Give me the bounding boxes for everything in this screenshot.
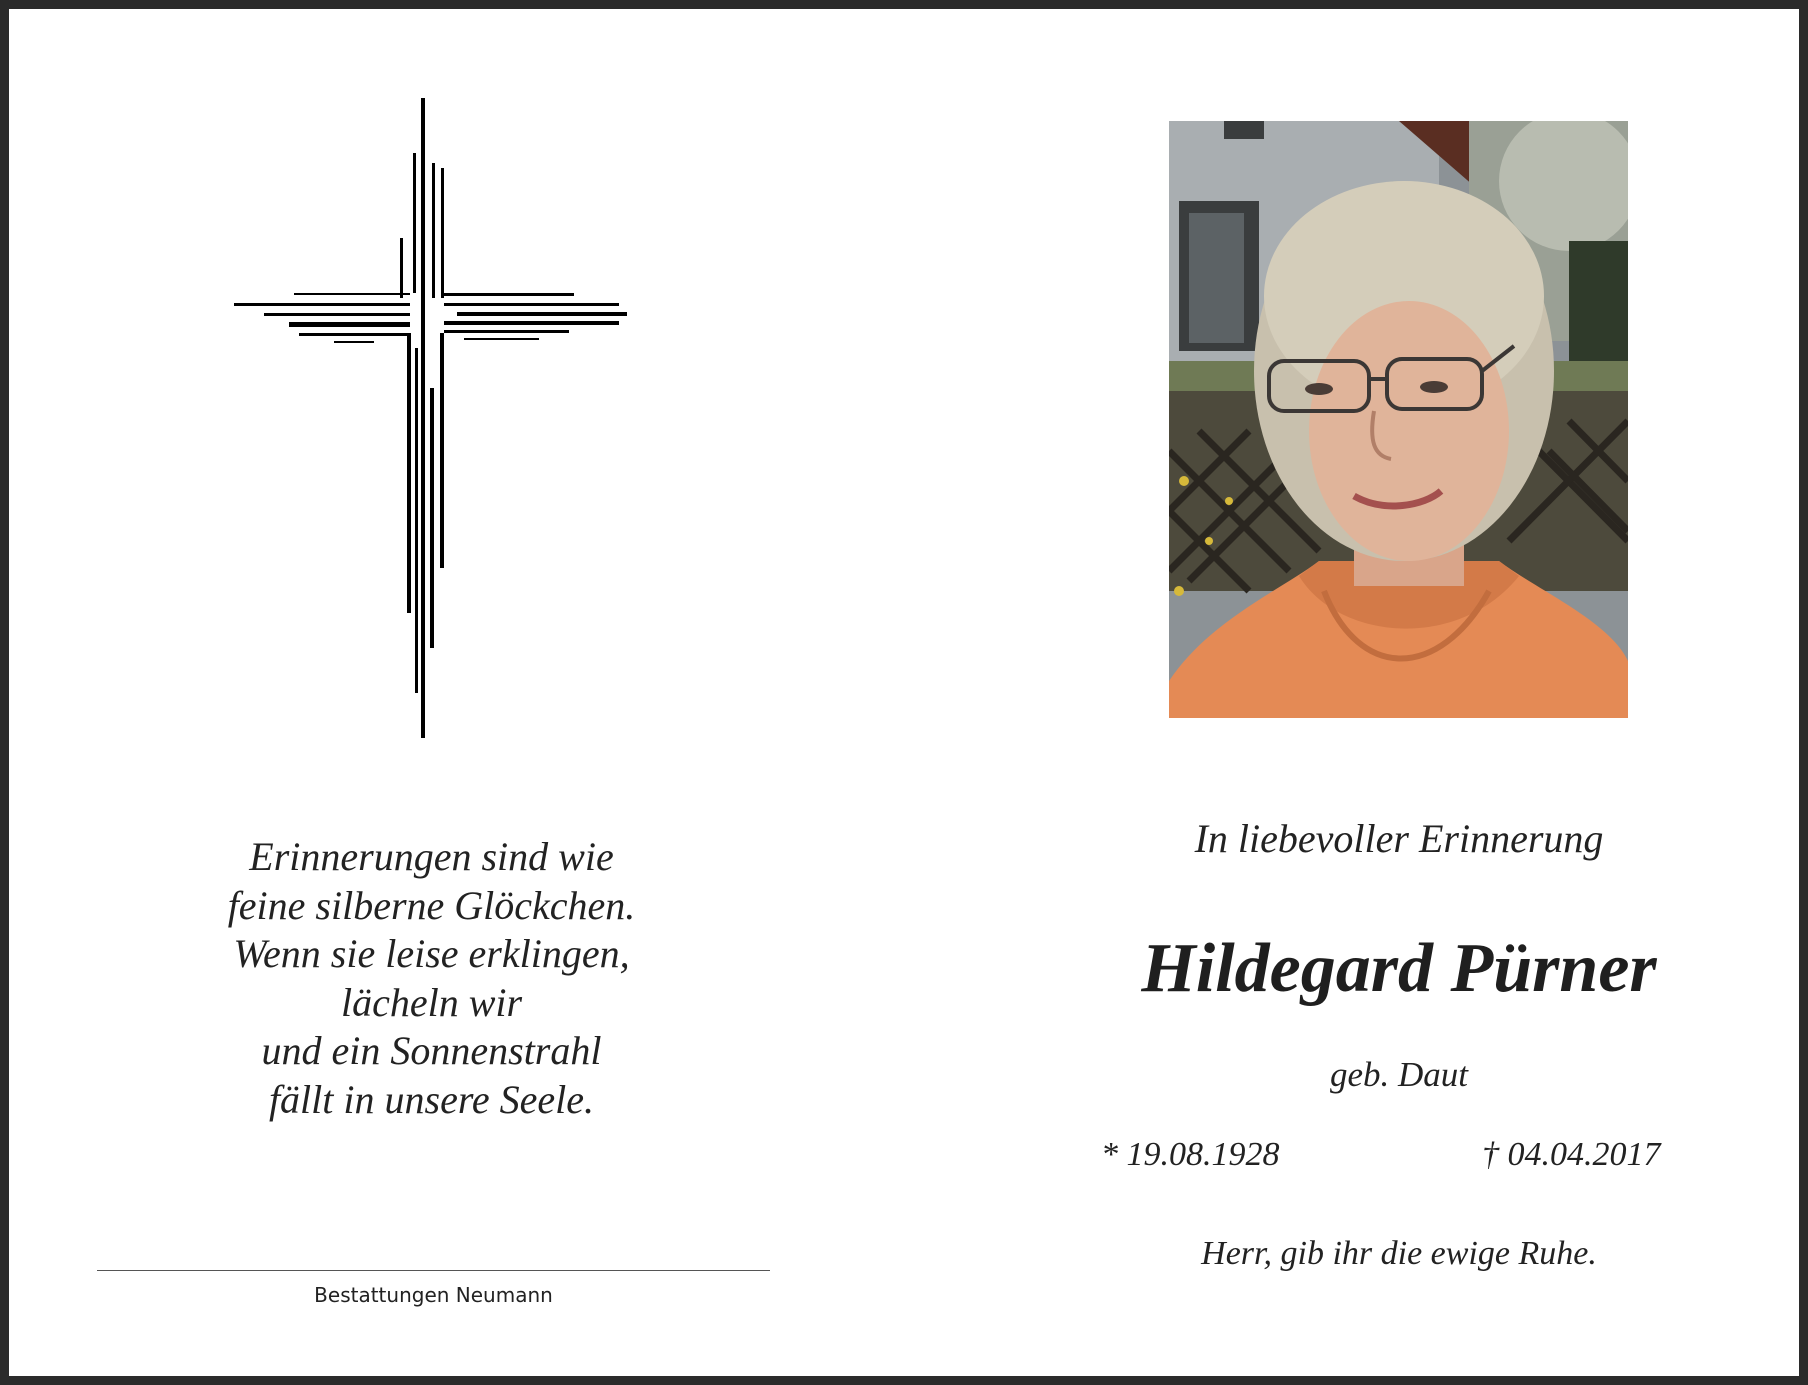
undertaker-name: Bestattungen Neumann: [314, 1283, 553, 1307]
poem-line: fällt in unsere Seele.: [268, 1076, 595, 1122]
divider-line: [97, 1270, 770, 1271]
poem-line: feine silberne Glöckchen.: [227, 882, 636, 928]
maiden-name: geb. Daut: [1329, 1055, 1469, 1094]
memorial-poem: [99, 833, 764, 1124]
prayer-line: Herr, gib ihr die ewige Ruhe.: [1201, 1235, 1597, 1272]
poem-line: Erinnerungen sind wie: [249, 834, 614, 879]
poem-line: Wenn sie leise erklingen,: [233, 931, 630, 976]
poem-line: lächeln wir: [340, 979, 523, 1025]
cross-icon: [229, 93, 639, 743]
birth-date: * 19.08.1928: [1101, 1136, 1280, 1173]
memorial-headline: In liebevoller Erinnerung: [1194, 816, 1604, 861]
portrait-photo: [1169, 121, 1628, 718]
deceased-name: Hildegard Pürner: [1141, 930, 1657, 1007]
poem-line: und ein Sonnenstrahl: [261, 1028, 602, 1073]
death-date: † 04.04.2017: [1482, 1136, 1661, 1173]
